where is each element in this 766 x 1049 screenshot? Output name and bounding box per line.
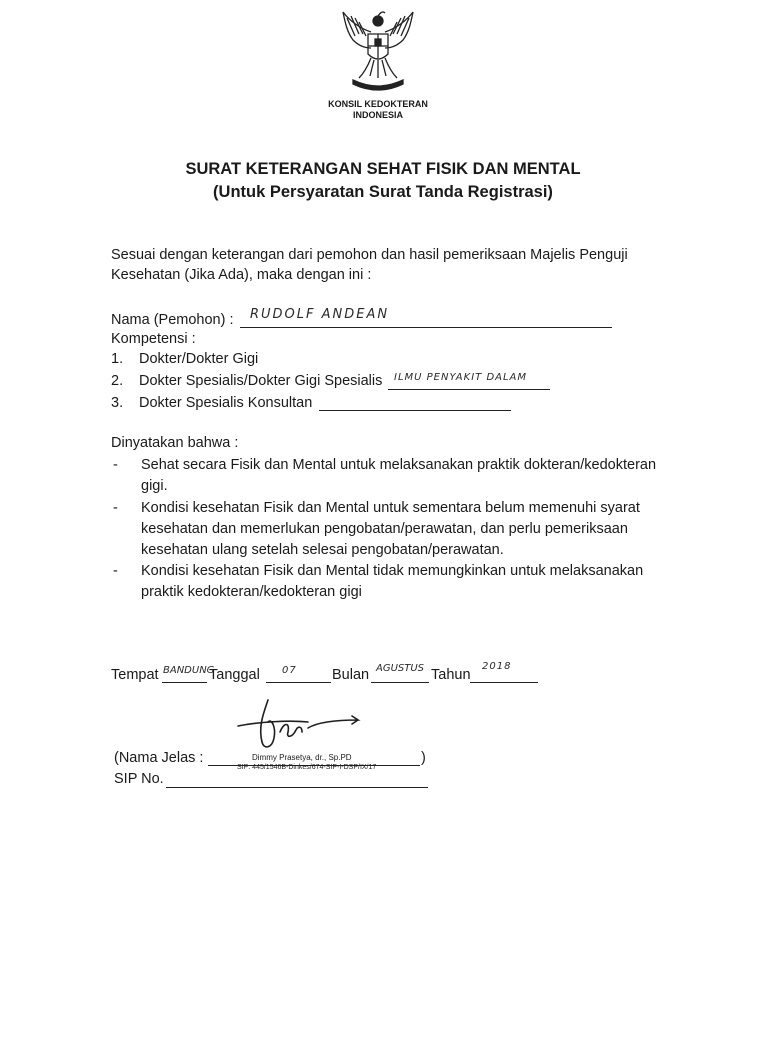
intro-line-1: Sesuai dengan keterangan dari pemohon dan hasil pemeriksaan Majelis Penguji [111,247,628,263]
tanggal-line [266,682,331,683]
nama-jelas-label: (Nama Jelas : [114,750,204,766]
garuda-emblem-icon [333,8,423,98]
stamp-doctor-name: Dimmy Prasetya, dr., Sp.PD [252,753,352,762]
document-title: SURAT KETERANGAN SEHAT FISIK DAN MENTAL [185,160,581,178]
declaration-2-line-3: kesehatan ulang setelah selesai pengobatan/perawatan. [141,542,504,558]
org-name-line1: KONSIL KEDOKTERAN [328,99,428,109]
tanggal-label: Tanggal [209,667,260,683]
declaration-3-bullet: - [113,563,118,579]
competence-item-3-num: 3. [111,395,124,411]
competence-item-1-num: 1. [111,351,124,367]
declaration-1-line-1: Sehat secara Fisik dan Mental untuk melaksanakan praktik dokteran/kedokteran [141,457,657,473]
declaration-2-line-2: kesehatan dan memerlukan pengobatan/perawatan, dan perlu pemeriksaan [141,521,628,537]
applicant-name-handwritten: RUDOLF ANDEAN [250,307,390,322]
competence-item-1-text: Dokter/Dokter Gigi [139,351,259,367]
tanggal-handwritten: 07 [282,665,297,676]
declaration-3-line-2: praktik kedokteran/kedokteran gigi [141,584,362,600]
specialist-handwritten: ILMU PENYAKIT DALAM [394,372,528,383]
competence-label: Kompetensi : [111,331,196,347]
declaration-3-line-1: Kondisi kesehatan Fisik dan Mental tidak memungkinkan untuk melaksanakan [141,563,644,579]
tahun-line [470,682,538,683]
nama-jelas-close: ) [421,750,426,766]
tahun-handwritten: 2018 [482,661,512,672]
tahun-label: Tahun [431,667,471,683]
competence-item-2-text: Dokter Spesialis/Dokter Gigi Spesialis [139,373,383,389]
specialist-line [388,389,550,390]
org-name-line2: INDONESIA [352,110,403,120]
sip-label: SIP No. [114,771,164,787]
declaration-label: Dinyatakan bahwa : [111,435,239,451]
declaration-1-line-2: gigi. [141,478,168,494]
sip-line [166,787,428,788]
signature-icon [228,692,388,762]
declaration-1-bullet: - [113,457,118,473]
tempat-line [162,682,207,683]
applicant-label: Nama (Pemohon) : [111,312,234,328]
stamp-sip-number: SIP: 445/1546B-Dinkes/674-SIP-I-DSP/IX/17 [237,764,377,771]
competence-item-2-num: 2. [111,373,124,389]
consultant-line [319,410,511,411]
declaration-2-line-1: Kondisi kesehatan Fisik dan Mental untuk sementara belum memenuhi syarat [141,500,640,516]
competence-item-3-text: Dokter Spesialis Konsultan [139,395,313,411]
bulan-line [371,682,429,683]
declaration-2-bullet: - [113,500,118,516]
applicant-name-line [240,327,612,328]
document-subtitle: (Untuk Persyaratan Surat Tanda Registrasi) [213,183,553,201]
intro-line-2: Kesehatan (Jika Ada), maka dengan ini : [111,267,372,283]
bulan-label: Bulan [332,667,370,683]
tempat-label: Tempat [111,667,159,683]
bulan-handwritten: AGUSTUS [376,663,425,674]
tempat-handwritten: BANDUNG [163,665,215,676]
